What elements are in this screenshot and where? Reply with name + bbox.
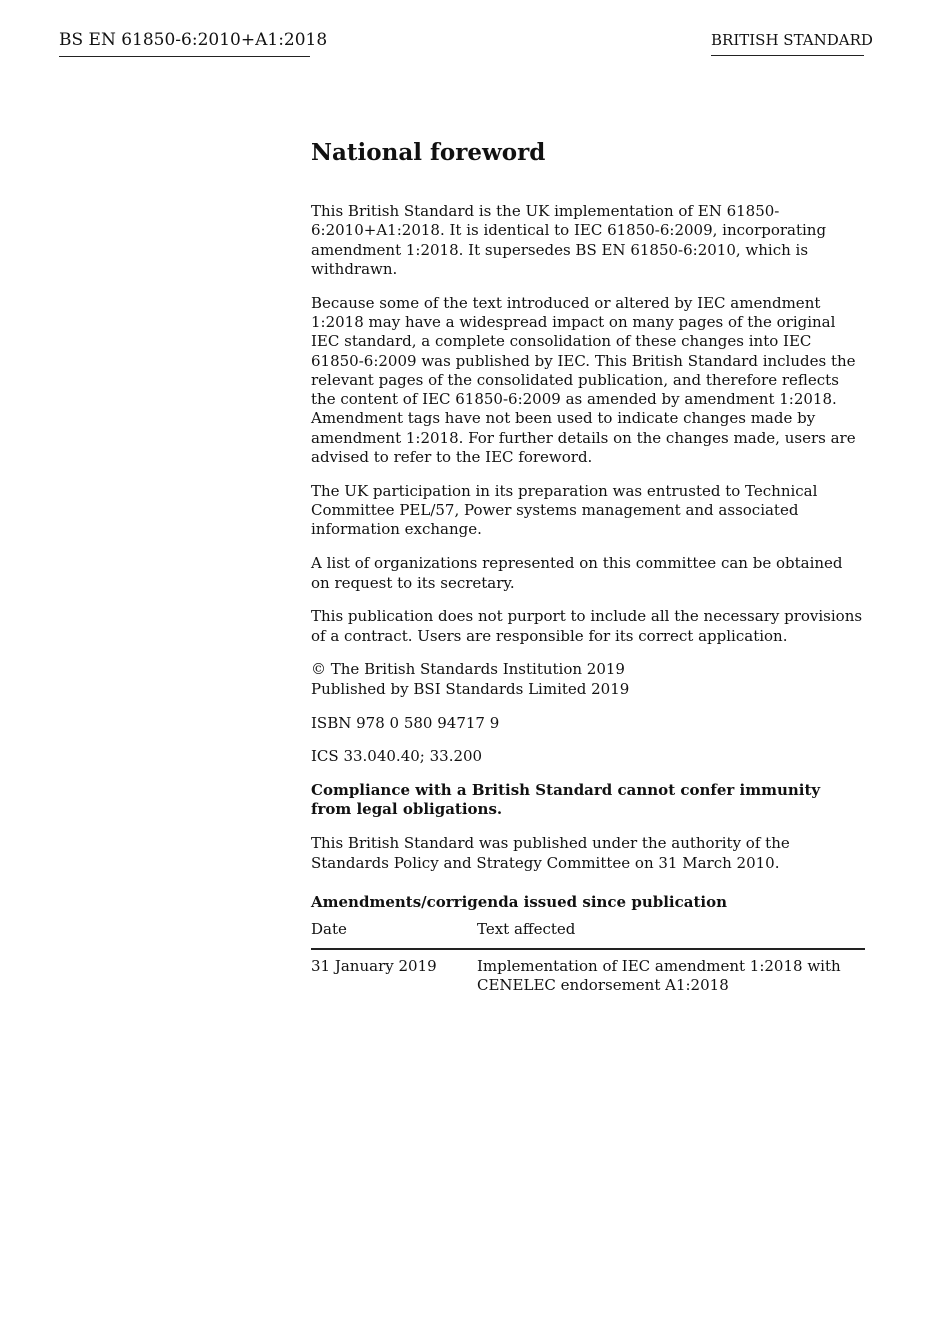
copyright-line: © The British Standards Institution 2019: [311, 660, 625, 679]
page-title: National foreword: [311, 139, 546, 166]
copyright-block: [311, 660, 865, 699]
table-header-row: [311, 920, 865, 949]
paragraph-provisions: This publication does not purport to include all the necessary provisions of a contract. Users are responsible for its correct application.: [311, 607, 863, 645]
column-header-date: Date: [311, 920, 477, 949]
amendments-heading: Amendments/corrigenda issued since publication: [311, 892, 727, 911]
foreword-body: [311, 138, 865, 995]
paragraph-consolidation: Because some of the text introduced or altered by IEC amendment 1:2018 may have a widespread impact on many pages of the original IEC standard, a complete consolidation of these changes into IEC 61850-6:2009 was published by IEC. This British Standard includes the relevant pages of the consolidated publication, and therefore reflects the content of IEC 61850-6:2009 as amended by amendment 1:2018. Amendment tags have not been used to indicate changes made by amendment 1:2018. For further details on the changes made, users are advised to refer to the IEC foreword.: [311, 293, 856, 467]
publisher-line: Published by BSI Standards Limited 2019: [311, 679, 630, 698]
authority-statement: This British Standard was published under the authority of the Standards Policy and Strategy Committee on 31 March 2010.: [311, 834, 790, 872]
compliance-notice: Compliance with a British Standard cannot confer immunity from legal obligations.: [311, 781, 821, 819]
paragraph-organizations: A list of organizations represented on this committee can be obtained on request to its secretary.: [311, 554, 843, 592]
amendment-text-affected: Implementation of IEC amendment 1:2018 with CENELEC endorsement A1:2018: [477, 956, 841, 994]
amendments-table: [311, 920, 865, 995]
amendment-date: 31 January 2019: [311, 956, 437, 975]
document-id-header: BS EN 61850-6:2010+A1:2018: [59, 30, 310, 57]
series-header: BRITISH STANDARD: [711, 31, 864, 56]
paragraph-implementation: This British Standard is the UK implementation of EN 61850-6:2010+A1:2018. It is identical to IEC 61850-6:2009, incorporating amendment 1:2018. It supersedes BS EN 61850-6:2010, which is withdrawn.: [311, 202, 827, 278]
column-header-text-affected: Text affected: [477, 920, 865, 949]
paragraph-committee: The UK participation in its preparation was entrusted to Technical Committee PEL/57, Power systems management and associated information exchange.: [311, 481, 818, 539]
table-row: [311, 949, 865, 995]
isbn: ISBN 978 0 580 94717 9: [311, 713, 500, 732]
ics-codes: ICS 33.040.40; 33.200: [311, 747, 483, 766]
